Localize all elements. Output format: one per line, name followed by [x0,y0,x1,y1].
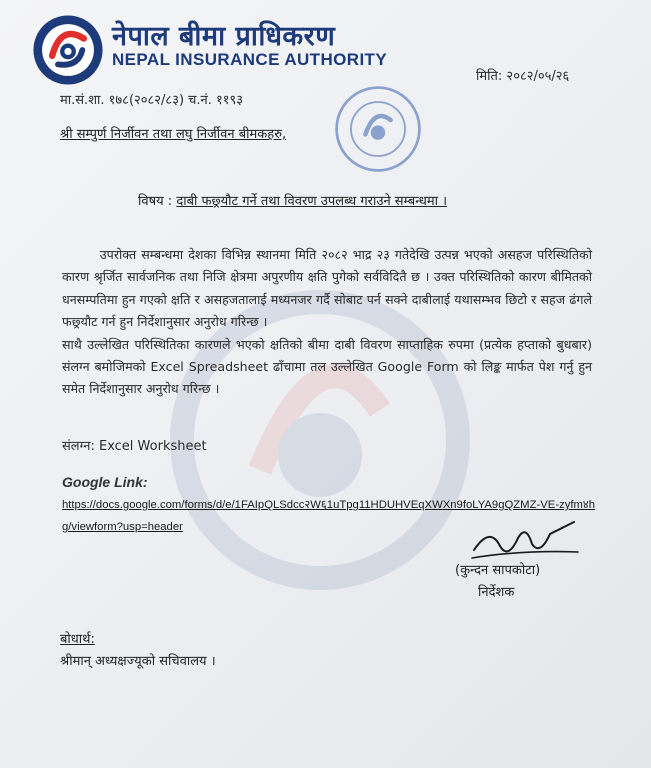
cc-recipient: श्रीमान् अध्यक्षज्यूको सचिवालय । [60,654,216,669]
signature-scribble [470,516,580,566]
org-name-nepali: नेपाल बीमा प्राधिकरण [112,21,336,52]
subject-label: विषय : [138,194,173,209]
nia-seal-icon [333,84,423,174]
subject-text: दाबी फछ्र्यौट गर्ने तथा विवरण उपलब्ध गराउने सम्बन्धमा । [176,194,448,209]
google-link-label: Google Link: [62,474,148,490]
reference-number: मा.सं.शा. १७८(२०८२/८३) च.नं. ११९३ [60,93,244,108]
recipient-line: श्री सम्पुर्ण निर्जीवन तथा लघु निर्जीवन बीमकहरु, [60,127,287,142]
org-name-english: NEPAL INSURANCE AUTHORITY [112,50,388,69]
signatory-name: (कुन्दन सापकोटा) [455,563,541,578]
letter-body [62,244,592,401]
nia-logo-icon [32,14,104,86]
attachment-note: संलग्न: Excel Worksheet [62,439,207,454]
letter-date: मिति: २०८२/०५/२६ [476,69,570,84]
body-paragraph-1 [62,244,592,334]
body-paragraph-2: साथै उल्लेखित परिस्थितिका कारणले भएको क्षतिको बीमा दाबी विवरण साप्ताहिक रुपमा (प्रत्येक हप्ताको बुधबार) संलग्न बमोजिमको Excel Spreadsheet ढाँचामा तल उल्लेखित Google Form को लिङ्क मार्फत पेश गर्नु हुन समेत निर्देशानुसार अनुरोध गरिन्छ । [62,336,592,397]
google-form-link[interactable]: https://docs.google.com/forms/d/e/1FAIpQLSdcc२W६1uT‍pg11HDUHVEqXWXn9foLYA9gQZMZ-VE-zyfm४hg/viewform?usp=header [62,499,596,533]
cc-label: बोधार्थ: [60,632,95,647]
signatory-title: निर्देशक [478,585,515,600]
body-paragraph-1-text: उपरोक्त सम्बन्धमा देशका विभिन्न स्थानमा मिति २०८२ भाद्र २३ गतेदेखि उत्पन्न भएको असहज परिस्थितिको कारण श्रृर्जित सार्वजनिक तथा निजि क्षेत्रमा अपुरणीय क्षति पुगेको सर्वविदितै छ । उक्त परिस्थितिको कारण बीमितको धनसम्पतिमा हुन गएको क्षति र असहजतालाई मध्यनजर गर्दै सोबाट पर्न सक्ने दाबीलाई यथासम्भव छिटो र सहज ढंगले फछ्र्यौट गर्न हुन निर्देशानुसार अनुरोध गरिन्छ । [62,247,592,330]
subject-line [138,191,447,209]
